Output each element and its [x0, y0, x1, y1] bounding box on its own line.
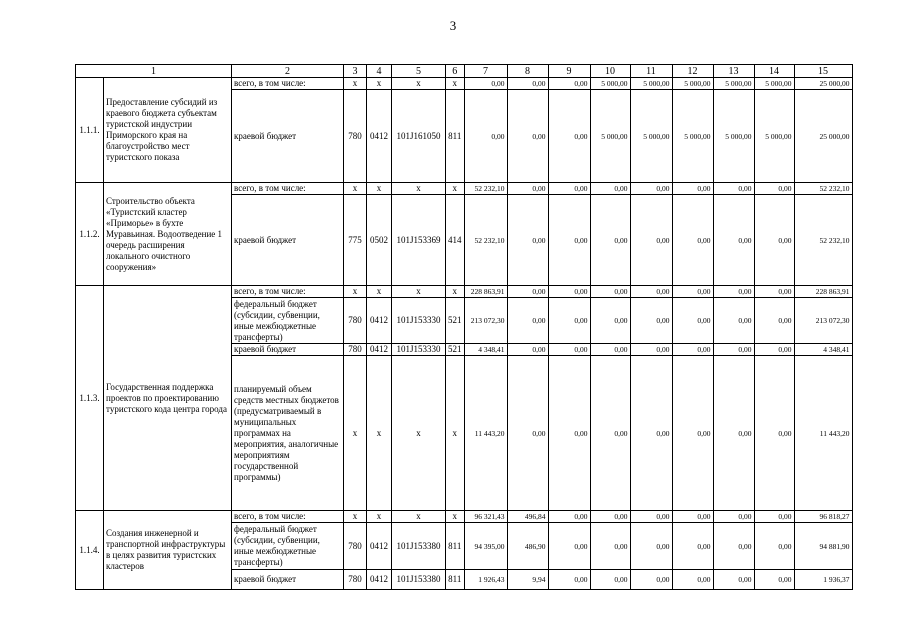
section-code: x — [367, 356, 392, 511]
header-cell: 13 — [713, 65, 754, 78]
section-code: x — [367, 183, 392, 195]
amount-cell: 0,00 — [713, 511, 754, 523]
amount-cell: 0,00 — [590, 195, 630, 286]
amount-cell: 0,00 — [754, 356, 794, 511]
gr-code: 780 — [344, 344, 367, 356]
target-code: x — [392, 356, 446, 511]
item-name: Предоставление субсидий из краевого бюджета субъектам туристской индустрии Приморского края на благоустройство мест туристского показа — [104, 78, 232, 183]
header-row — [76, 65, 853, 78]
funding-source: федеральный бюджет (субсидии, субвенции, иные межбюджетные трансферты) — [232, 523, 344, 570]
amount-cell: 1 926,43 — [464, 570, 507, 590]
amount-cell: 0,00 — [548, 344, 590, 356]
header-cell: 4 — [367, 65, 392, 78]
amount-cell: 0,00 — [590, 286, 630, 298]
amount-cell: 0,00 — [507, 78, 548, 90]
section-code: 0412 — [367, 90, 392, 183]
table-row — [76, 183, 853, 195]
amount-cell: 0,00 — [672, 195, 713, 286]
section-code: x — [367, 286, 392, 298]
gr-code: x — [344, 183, 367, 195]
amount-cell: 0,00 — [754, 523, 794, 570]
target-code: x — [392, 511, 446, 523]
header-cell: 1 — [76, 65, 232, 78]
amount-cell: 0,00 — [672, 570, 713, 590]
amount-cell: 5 000,00 — [590, 90, 630, 183]
amount-cell: 25 000,00 — [794, 78, 852, 90]
amount-cell: 0,00 — [464, 78, 507, 90]
expense-type: 811 — [446, 523, 465, 570]
table-row — [76, 286, 853, 298]
amount-cell: 0,00 — [713, 344, 754, 356]
page-number: 3 — [449, 18, 457, 33]
header-cell: 14 — [754, 65, 794, 78]
amount-cell: 0,00 — [672, 344, 713, 356]
amount-cell: 0,00 — [507, 356, 548, 511]
amount-cell: 52 232,10 — [464, 183, 507, 195]
amount-cell: 0,00 — [548, 286, 590, 298]
expense-type: 414 — [446, 195, 465, 286]
amount-cell: 94 395,00 — [464, 523, 507, 570]
header-cell: 9 — [548, 65, 590, 78]
table-row — [76, 78, 853, 90]
amount-cell: 0,00 — [548, 511, 590, 523]
amount-cell: 0,00 — [713, 286, 754, 298]
gr-code: x — [344, 286, 367, 298]
amount-cell: 0,00 — [548, 195, 590, 286]
amount-cell: 11 443,20 — [794, 356, 852, 511]
amount-cell: 0,00 — [754, 298, 794, 344]
gr-code: 780 — [344, 570, 367, 590]
funding-source: краевой бюджет — [232, 344, 344, 356]
header-cell: 15 — [794, 65, 852, 78]
amount-cell: 0,00 — [630, 183, 672, 195]
expense-type: x — [446, 356, 465, 511]
target-code: x — [392, 78, 446, 90]
amount-cell: 0,00 — [672, 356, 713, 511]
amount-cell: 5 000,00 — [754, 78, 794, 90]
target-code: 101J153330 — [392, 344, 446, 356]
funding-source: краевой бюджет — [232, 195, 344, 286]
amount-cell: 0,00 — [672, 298, 713, 344]
target-code: 101J153380 — [392, 570, 446, 590]
expense-type: x — [446, 286, 465, 298]
item-number: 1.1.2. — [76, 183, 104, 286]
header-cell: 12 — [672, 65, 713, 78]
amount-cell: 0,00 — [590, 183, 630, 195]
amount-cell: 0,00 — [630, 286, 672, 298]
amount-cell: 0,00 — [507, 298, 548, 344]
amount-cell: 9,94 — [507, 570, 548, 590]
amount-cell: 52 232,10 — [794, 195, 852, 286]
amount-cell: 0,00 — [548, 78, 590, 90]
amount-cell: 5 000,00 — [672, 78, 713, 90]
target-code: 101J153380 — [392, 523, 446, 570]
expense-type: 521 — [446, 298, 465, 344]
target-code: 101J161050 — [392, 90, 446, 183]
amount-cell: 5 000,00 — [590, 78, 630, 90]
header-cell: 7 — [464, 65, 507, 78]
funding-source: краевой бюджет — [232, 90, 344, 183]
amount-cell: 0,00 — [672, 511, 713, 523]
amount-cell: 4 348,41 — [464, 344, 507, 356]
section-code: 0412 — [367, 570, 392, 590]
amount-cell: 0,00 — [590, 298, 630, 344]
amount-cell: 94 881,90 — [794, 523, 852, 570]
expense-type: x — [446, 183, 465, 195]
amount-cell: 0,00 — [548, 90, 590, 183]
amount-cell: 496,84 — [507, 511, 548, 523]
gr-code: 775 — [344, 195, 367, 286]
amount-cell: 0,00 — [672, 523, 713, 570]
amount-cell: 0,00 — [590, 523, 630, 570]
amount-cell: 11 443,20 — [464, 356, 507, 511]
amount-cell: 96 818,27 — [794, 511, 852, 523]
amount-cell: 5 000,00 — [713, 78, 754, 90]
amount-cell: 5 000,00 — [630, 78, 672, 90]
funding-source: всего, в том числе: — [232, 183, 344, 195]
amount-cell: 0,00 — [713, 183, 754, 195]
amount-cell: 486,90 — [507, 523, 548, 570]
gr-code: 780 — [344, 90, 367, 183]
header-cell: 6 — [446, 65, 465, 78]
section-code: 0412 — [367, 523, 392, 570]
amount-cell: 228 863,91 — [464, 286, 507, 298]
item-name: Создания инженерной и транспортной инфраструктуры в целях развития туристских кластеров — [104, 511, 232, 590]
amount-cell: 5 000,00 — [713, 90, 754, 183]
amount-cell: 213 072,30 — [464, 298, 507, 344]
section-code: 0412 — [367, 344, 392, 356]
expense-type: x — [446, 511, 465, 523]
gr-code: 780 — [344, 523, 367, 570]
target-code: 101J153369 — [392, 195, 446, 286]
expense-type: 521 — [446, 344, 465, 356]
amount-cell: 0,00 — [630, 344, 672, 356]
table-row — [76, 511, 853, 523]
header-cell: 2 — [232, 65, 344, 78]
gr-code: x — [344, 78, 367, 90]
amount-cell: 0,00 — [713, 298, 754, 344]
amount-cell: 0,00 — [548, 570, 590, 590]
amount-cell: 0,00 — [590, 344, 630, 356]
amount-cell: 228 863,91 — [794, 286, 852, 298]
amount-cell: 5 000,00 — [672, 90, 713, 183]
amount-cell: 0,00 — [672, 286, 713, 298]
funding-source: планируемый объем средств местных бюджетов (предусматриваемый в муниципальных программах на мероприятия, аналогичные мероприятиям государственной программы) — [232, 356, 344, 511]
amount-cell: 0,00 — [630, 511, 672, 523]
header-cell: 8 — [507, 65, 548, 78]
amount-cell: 5 000,00 — [754, 90, 794, 183]
amount-cell: 52 232,10 — [464, 195, 507, 286]
funding-source: федеральный бюджет (субсидии, субвенции, иные межбюджетные трансферты) — [232, 298, 344, 344]
section-code: x — [367, 511, 392, 523]
amount-cell: 0,00 — [713, 570, 754, 590]
amount-cell: 0,00 — [464, 90, 507, 183]
amount-cell: 5 000,00 — [630, 90, 672, 183]
gr-code: x — [344, 356, 367, 511]
amount-cell: 0,00 — [548, 298, 590, 344]
funding-source: всего, в том числе: — [232, 78, 344, 90]
amount-cell: 0,00 — [630, 523, 672, 570]
item-name: Государственная поддержка проектов по проектированию туристского кода центра города — [104, 286, 232, 511]
funding-source: всего, в том числе: — [232, 286, 344, 298]
amount-cell: 0,00 — [507, 286, 548, 298]
amount-cell: 4 348,41 — [794, 344, 852, 356]
amount-cell: 213 072,30 — [794, 298, 852, 344]
amount-cell: 0,00 — [590, 356, 630, 511]
expense-type: x — [446, 78, 465, 90]
target-code: x — [392, 183, 446, 195]
gr-code: x — [344, 511, 367, 523]
budget-table — [75, 64, 853, 590]
amount-cell: 96 321,43 — [464, 511, 507, 523]
amount-cell: 0,00 — [507, 195, 548, 286]
amount-cell: 0,00 — [713, 523, 754, 570]
funding-source: всего, в том числе: — [232, 511, 344, 523]
header-cell: 10 — [590, 65, 630, 78]
expense-type: 811 — [446, 570, 465, 590]
amount-cell: 0,00 — [590, 570, 630, 590]
amount-cell: 0,00 — [548, 356, 590, 511]
header-cell: 11 — [630, 65, 672, 78]
expense-type: 811 — [446, 90, 465, 183]
header-cell: 5 — [392, 65, 446, 78]
amount-cell: 0,00 — [548, 183, 590, 195]
section-code: 0412 — [367, 298, 392, 344]
amount-cell: 0,00 — [630, 195, 672, 286]
amount-cell: 52 232,10 — [794, 183, 852, 195]
item-number: 1.1.4. — [76, 511, 104, 590]
amount-cell: 0,00 — [754, 195, 794, 286]
gr-code: 780 — [344, 298, 367, 344]
amount-cell: 0,00 — [507, 90, 548, 183]
header-cell: 3 — [344, 65, 367, 78]
target-code: x — [392, 286, 446, 298]
amount-cell: 0,00 — [713, 195, 754, 286]
item-number: 1.1.1. — [76, 78, 104, 183]
amount-cell: 25 000,00 — [794, 90, 852, 183]
amount-cell: 1 936,37 — [794, 570, 852, 590]
item-name: Строительство объекта «Туристский кластер «Приморье» в бухте Муравьиная. Водоотведение 1 очередь расширения локального очистного сооружения» — [104, 183, 232, 286]
amount-cell: 0,00 — [754, 344, 794, 356]
amount-cell: 0,00 — [630, 356, 672, 511]
amount-cell: 0,00 — [672, 183, 713, 195]
amount-cell: 0,00 — [630, 570, 672, 590]
amount-cell: 0,00 — [754, 183, 794, 195]
amount-cell: 0,00 — [630, 298, 672, 344]
funding-source: краевой бюджет — [232, 570, 344, 590]
amount-cell: 0,00 — [754, 286, 794, 298]
section-code: x — [367, 78, 392, 90]
amount-cell: 0,00 — [590, 511, 630, 523]
item-number: 1.1.3. — [76, 286, 104, 511]
section-code: 0502 — [367, 195, 392, 286]
target-code: 101J153330 — [392, 298, 446, 344]
amount-cell: 0,00 — [713, 356, 754, 511]
amount-cell: 0,00 — [754, 570, 794, 590]
amount-cell: 0,00 — [548, 523, 590, 570]
amount-cell: 0,00 — [507, 183, 548, 195]
amount-cell: 0,00 — [754, 511, 794, 523]
amount-cell: 0,00 — [507, 344, 548, 356]
